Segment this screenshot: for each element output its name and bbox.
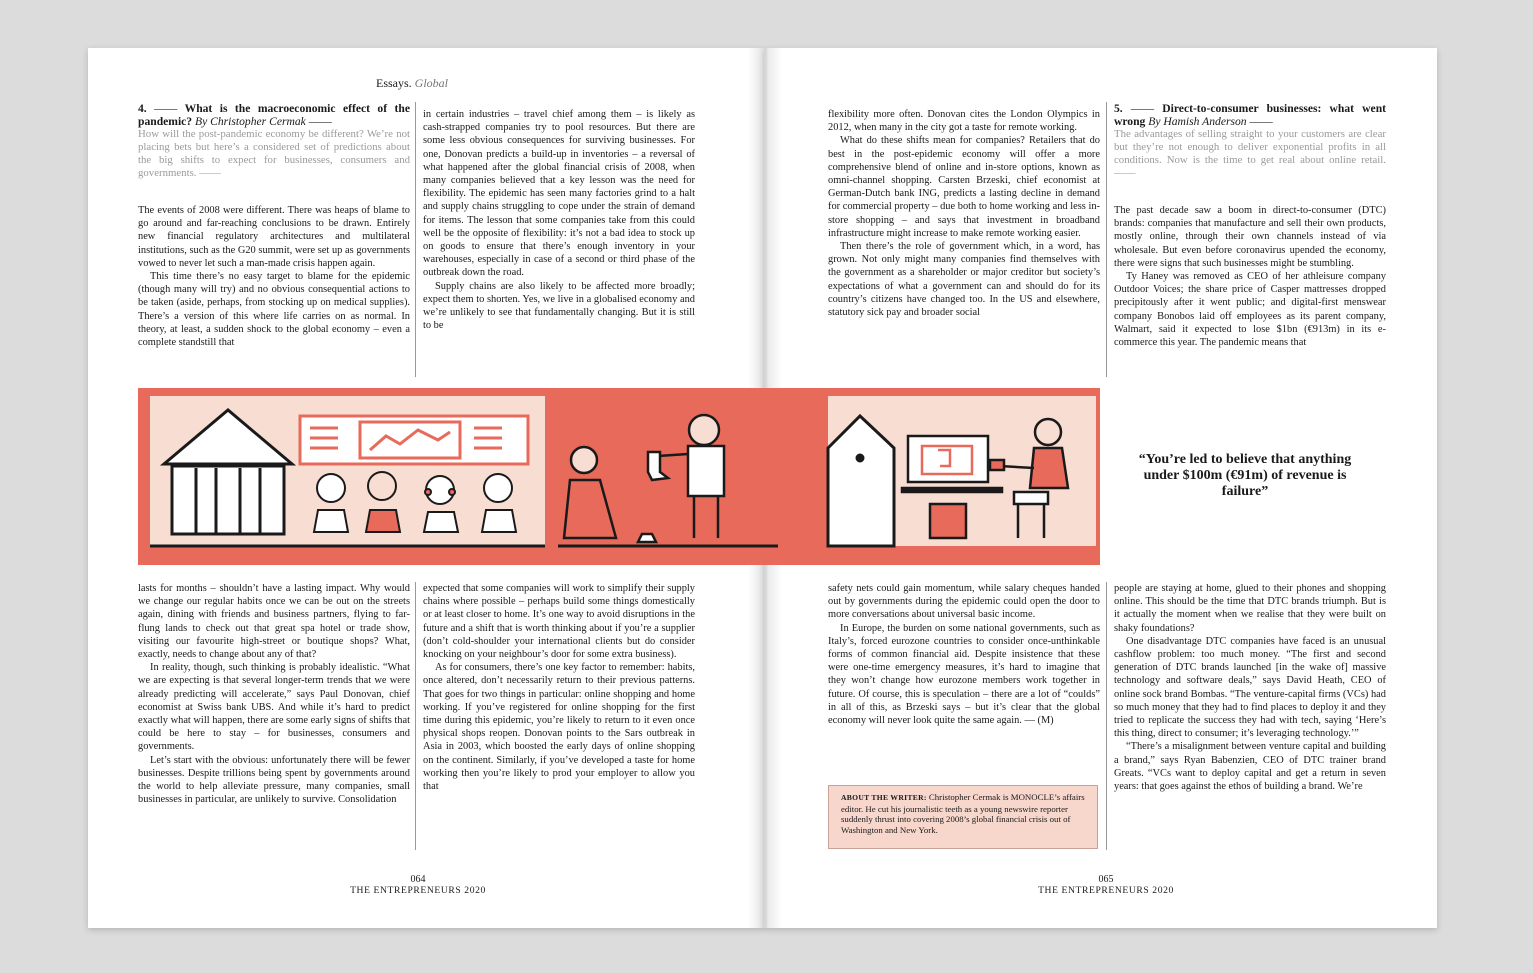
paragraph: As for consumers, there’s one key factor to remember: habits, once altered, don’t necessarily return to their previous patterns. That goes for two things in particular: online shopping and home working. If you’ve registered for online shopping for the first time during this epidemic, you’re likely to return to it even once physical shops reopen. Donovan points to the Sars outbreak in Asia in 2003, which boosted the early days of online shopping on the continent. Similarly, if you’ve developed a taste for home working then you’re likely to prod your employer to allow you that: [423, 662, 695, 793]
paragraph: expected that some companies will work to simplify their supply chains where possible – perhaps build some things domestically or at least closer to home. It’s one way to avoid disruptions in the future and a shift that is worth thinking about if you’re a supplier (don’t cold-shoulder your international clients but do consider knocking on your neighbour’s door for some extra business).: [423, 583, 695, 661]
section-label: [376, 76, 448, 91]
page-number: 065: [1098, 874, 1114, 885]
publication-title: THE ENTREPRENEURS 2020: [1038, 885, 1174, 896]
right-folio: [1006, 874, 1206, 896]
section-title: Essays.: [376, 76, 412, 90]
paragraph: In reality, though, such thinking is probably idealistic. “What we are expecting is that several longer-term trends that we were already predicting will accelerate,” says Paul Donovan, chief economist at Swiss bank UBS. And while it’s hard to predict exactly what will happen, there are some early signs of shifts that could be here to stay – for businesses, consumers and governments.: [138, 662, 410, 753]
article-byline: By Hamish Anderson: [1148, 115, 1247, 128]
article-number: 5.: [1114, 102, 1123, 115]
article-byline: By Christopher Cermak: [195, 115, 306, 128]
article-number: 4.: [138, 102, 147, 115]
publication-title: THE ENTREPRENEURS 2020: [350, 885, 486, 896]
article-headline: Direct-to-consumer businesses: what went wrong: [1114, 102, 1387, 128]
column-rule: [415, 582, 416, 850]
heading-dash: ——: [154, 102, 178, 115]
paragraph: in certain industries – travel chief among them – is likely as cash-strapped companies try to pool resources. But there are some less obvious consequences for surviving businesses. For one, Donovan predicts a build-up in inventories – a reversal of what happened after the global financial crisis of 2008, when many companies believed that a key lesson was the need for flexibility. The epidemic has seen many factories grind to a halt and supply chains struggling to cope under the strain of demand for items. The lesson that some companies take from this could well be the opposite of flexibility: it’s not a bad idea to stock up on goods to ensure that there’s enough inventory in your warehouses, especially in case of a second or third phase of the outbreak down the road.: [423, 109, 695, 279]
paragraph: In Europe, the burden on some national governments, such as Italy’s, forced eurozone countries to consider once-unthinkable forms of common financial aid. Despite insistence that these were one-time emergency measures, it’s hard to imagine that they won’t change how eurozone members work together in future. Of course, this is speculation – there are a lot of “coulds” in all of this, as Brzeski says – but it’s clear that the global economy will never look quite the same again. — (M): [828, 622, 1100, 727]
paragraph: Supply chains are also likely to be affected more broadly; expect them to shorten. Yes, we live in a globalised economy and we’re unlikely to see that fundamentally changing. But it is still to be: [423, 280, 695, 332]
paragraph: The past decade saw a boom in direct-to-consumer (DTC) brands: companies that manufacture and sell their own products, mostly online, through their own channels instead of via wholesale. But even before coronavirus upended the economy, there were signs that such businesses might be stumbling.: [1114, 205, 1386, 269]
byline-dash: ——: [308, 115, 332, 128]
section-subtitle: Global: [414, 76, 449, 90]
paragraph: safety nets could gain momentum, while salary cheques handed out by governments during the epidemic could open the door to more conversations about universal basic income.: [828, 583, 1100, 621]
paragraph: flexibility more often. Donovan cites the London Olympics in 2012, when many in the city got a taste for remote working.: [828, 109, 1100, 134]
about-writer-label: ABOUT THE WRITER:: [841, 793, 927, 802]
heading-dash: ——: [1130, 102, 1155, 115]
paragraph: people are staying at home, glued to their phones and shopping online. This should be the time that DTC brands triumph. But is it actually the moment when we realise that they were built on shaky foundations?: [1114, 583, 1386, 634]
article-headline: What is the macroeconomic effect of the pandemic?: [138, 102, 410, 128]
illustration-svg: [138, 388, 1100, 565]
page-number: 064: [410, 874, 426, 885]
financial-chart-board-icon: [300, 416, 528, 464]
about-writer-box: [828, 785, 1098, 849]
about-writer-text: Christopher Cermak is MONOCLE’s affairs editor. He cut his journalistic teeth as a young newswire reporter suddenly thrust into covering 2008’s global financial crisis out of Washington and New York.: [841, 792, 1085, 835]
left-col2-bottom: [423, 582, 695, 793]
right-col3-bottom: [828, 582, 1100, 727]
article-standfirst: The advantages of selling straight to your customers are clear but they’re not enough to deliver exponential profits in all conditions. Now is the time to get real about online retail. ——: [1114, 128, 1386, 179]
column-rule: [415, 102, 416, 377]
paragraph: What do these shifts mean for companies? Retailers that do best in the post-epidemic economy will offer a more comprehensive blend of online and in-store options, known as omni-channel shopping. Carsten Brzeski, chief economist at German-Dutch bank ING, predicts a lasting decline in demand for commercial property – due both to home working and less in-store shopping – and says that investment in broadband infrastructure might increase to make remote working easier.: [828, 135, 1100, 239]
paragraph: This time there’s no easy target to blame for the epidemic (though many will try) and no obvious consequential actions to be taken (aside, perhaps, from stocking up on medical supplies). There’s a version of this where life carries on as normal. In theory, at least, a sudden shock to the global economy – even a complete standstill that: [138, 271, 410, 349]
paragraph: One disadvantage DTC companies have faced is an unusual cashflow problem: too much money. “The first and second generation of DTC brands launched [in the wake of] massive technology and software deals,” says David Heath, CEO of online sock brand Bombas. “The venture-capital firms (VCs) had so much money that they had to find places to deploy it and they tried to replicate the success they had with tech, saying ‘Here’s this thing, direct to consumer; it’s leveraging technology.’”: [1114, 635, 1386, 740]
paragraph: Ty Haney was removed as CEO of her athleisure company Outdoor Voices; the share price of Casper mattresses dropped precipitously after it went public; and digital-first menswear company Bonobos laid off employees as its parent company, Walmart, said it expected to lose $1bn (€913m) in its e-commerce this year. The pandemic means that: [1114, 271, 1386, 349]
pull-quote: “You’re led to believe that anything under $100m (€91m) of revenue is failure”: [1138, 452, 1352, 499]
illustration-band: [138, 388, 1100, 565]
right-col4-top: [1114, 102, 1386, 349]
paragraph: lasts for months – shouldn’t have a lasting impact. Why would we change our regular habits once we can be out on the streets again, dining with friends and business partners, flying to far-flung lands to check out that great spa hotel or trade show, visiting our favourite high-street or boutique shops? What, exactly, needs to change about any of that?: [138, 583, 410, 661]
article4-heading: [138, 102, 410, 128]
left-col1-bottom: [138, 582, 410, 806]
byline-dash: ——: [1249, 115, 1273, 128]
left-col1-top: [138, 102, 410, 349]
column-rule: [1106, 582, 1107, 850]
left-folio: [318, 874, 518, 896]
paragraph: “There’s a misalignment between venture capital and building a brand,” says Ryan Babenzien, CEO of DTC trainer brand Greats. “VCs want to deploy capital and get a return in seven years: that goes against the ethos of building a brand. We’re: [1114, 741, 1386, 793]
left-col2-top: [423, 108, 695, 332]
right-col3-top: [828, 108, 1100, 319]
paragraph: Let’s start with the obvious: unfortunately there will be fewer businesses. Despite trillions being spent by governments around the world to help alleviate pressure, many companies, small businesses in particular, are unlikely to survive. Consolidation: [138, 754, 410, 806]
right-col4-bottom: [1114, 582, 1386, 793]
paragraph: Then there’s the role of government which, in a word, has grown. Not only might many companies find themselves with the government as a shareholder or major creditor but society’s expectations of what a government can and should do for its country’s citizens have changed too. In the US and elsewhere, statutory sick pay and broader social: [828, 241, 1100, 319]
article5-heading: [1114, 102, 1386, 128]
paragraph: The events of 2008 were different. There was heaps of blame to go around and far-reaching conclusions to be drawn. Entirely new financial regulatory architectures and multilateral institutions, such as the G20 summit, were set up as governments vowed to never let such a man-made crisis happen again.: [138, 205, 410, 269]
person-handing-sock-icon: [564, 415, 724, 542]
article-standfirst: How will the post-pandemic economy be different? We’re not placing bets but here’s a considered set of predictions about the big shifts to expect for businesses, consumers and governments. ——: [138, 128, 410, 179]
column-rule: [1106, 102, 1107, 377]
